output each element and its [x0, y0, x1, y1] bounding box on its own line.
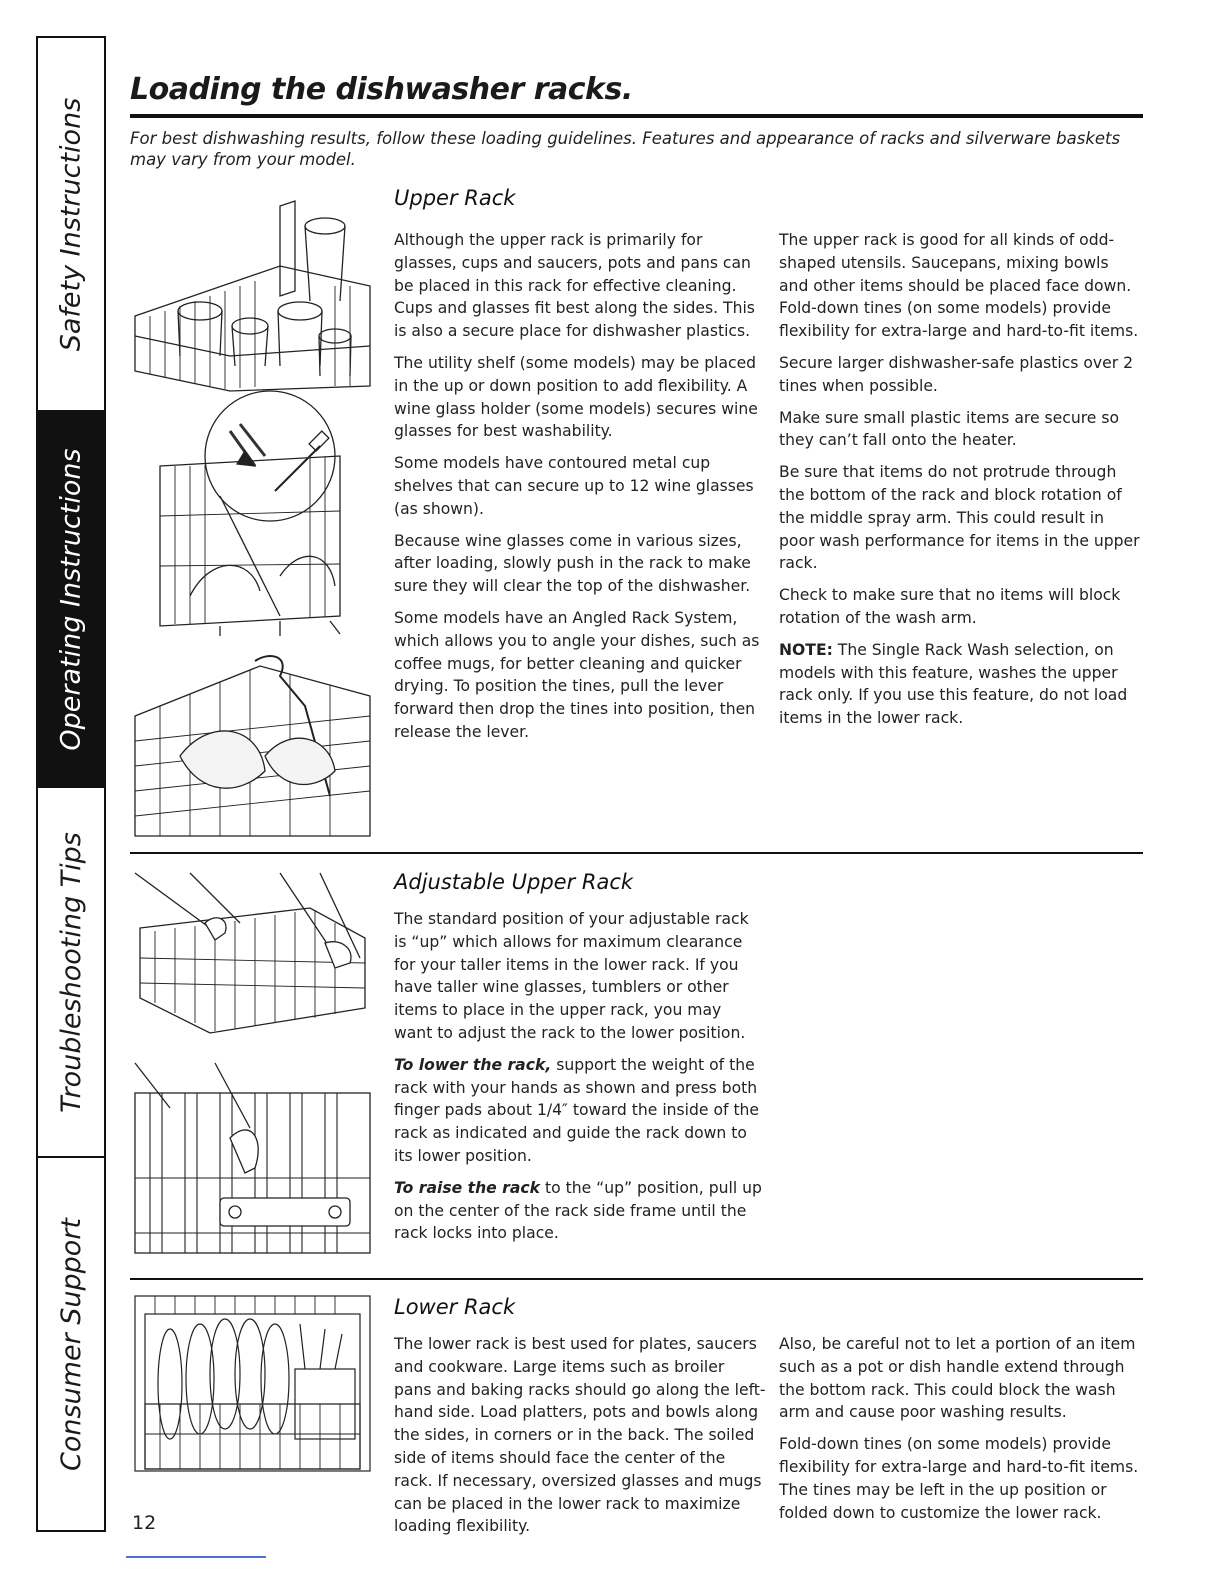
tab-operating-instructions[interactable]	[38, 412, 104, 788]
upper-rack-paragraph: Although the upper rack is primarily for glasses, cups and saucers, pots and pans can be placed in this rack for effective cleaning. Cups and glasses fit best along the sides. This is also a secure place for dishwasher plastics.	[394, 231, 755, 341]
upper-rack-paragraph: The utility shelf (some models) may be placed in the up or down position to add flexibility. A wine glass holder (some models) secures wine glasses for best washability.	[394, 353, 758, 441]
upper-rack-paragraph: Some models have contoured metal cup shelves that can secure up to 12 wine glasses (as shown).	[394, 454, 754, 518]
tab-troubleshooting-tips[interactable]	[38, 788, 104, 1158]
tab-label: Consumer Support	[55, 1217, 87, 1471]
upper-rack-illustration	[130, 196, 375, 841]
intro-text: For best dishwashing results, follow these loading guidelines. Features and appearance of racks and silverware baskets may vary from your model.	[130, 129, 1121, 169]
raise-rack-instructions	[394, 1177, 764, 1245]
adjustable-rack-text	[394, 908, 764, 1254]
upper-rack-heading: Upper Rack	[394, 186, 516, 210]
wine-glass-shelf-drawing	[160, 391, 340, 636]
finger-pad-detail-drawing	[135, 1063, 370, 1253]
lower-rack-paragraph: Fold-down tines (on some models) provide flexibility for extra-large and hard-to-fit items. The tines may be left in the up position or folded down to customize the lower rack.	[779, 1435, 1139, 1522]
section-tab-bar	[36, 36, 106, 1532]
lower-lead: To lower the rack,	[394, 1055, 552, 1074]
adjustable-rack-paragraph: The standard position of your adjustable rack is “up” which allows for maximum clearance for your taller items in the lower rack. If you have taller wine glasses, tumblers or other items to place in the upper rack, you may want to adjust the rack to the lower position.	[394, 910, 749, 1042]
adjustable-rack-illustration	[130, 868, 375, 1258]
lower-rack-illustration	[130, 1294, 375, 1474]
lower-rack-instructions	[394, 1054, 764, 1168]
upper-rack-paragraph: Make sure small plastic items are secure so they can’t fall onto the heater.	[779, 408, 1119, 450]
page-number: 12	[132, 1512, 157, 1534]
upper-rack-paragraph: Because wine glasses come in various sizes, after loading, slowly push in the rack to make sure they will clear the top of the dishwasher.	[394, 531, 751, 596]
footer-divider	[126, 1556, 266, 1558]
lower-rack-column-1	[394, 1333, 766, 1547]
upper-rack-paragraph: Some models have an Angled Rack System, which allows you to angle your dishes, such as coffee mugs, for better cleaning and quicker drying. To position the tines, pull the lever forward then drop the tines into position, then release the lever.	[394, 608, 760, 741]
lower-rack-paragraph: The lower rack is best used for plates, saucers and cookware. Large items such as broiler pans and baking racks should go along the left-hand side. Load platters, pots and bowls along the sides, in corners or in the back. The soiled side of items should face the center of the rack. If necessary, oversized glasses and mugs can be placed in the lower rack to maximize loading flexibility.	[394, 1335, 766, 1536]
raise-text: to the “up” position, pull up on the center of the rack side frame until the rack locks into place.	[394, 1178, 762, 1243]
tab-label: Operating Instructions	[55, 447, 87, 751]
adjustable-rack-hands-drawing	[135, 873, 365, 1033]
section-divider	[130, 852, 1143, 854]
upper-rack-paragraph: Secure larger dishwasher-safe plastics over 2 tines when possible.	[779, 353, 1134, 395]
upper-rack-column-1	[394, 229, 764, 753]
upper-rack-cups-drawing	[135, 201, 370, 391]
upper-rack-note	[779, 639, 1141, 730]
upper-rack-paragraph: The upper rack is good for all kinds of odd-shaped utensils. Saucepans, mixing bowls and other items should be placed face down. Fold-down tines (on some models) provide flexibility for extra-large and hard-to-fit items.	[779, 231, 1139, 341]
adjustable-rack-heading: Adjustable Upper Rack	[394, 870, 634, 894]
page-title: Loading the dishwasher racks.	[130, 72, 633, 107]
section-divider	[130, 1278, 1143, 1280]
upper-rack-paragraph: Check to make sure that no items will block rotation of the wash arm.	[779, 586, 1121, 627]
note-label: NOTE:	[779, 640, 833, 659]
lower-rack-column-2	[779, 1333, 1145, 1533]
note-text: The Single Rack Wash selection, on models with this feature, washes the upper rack only. If you use this feature, do not load items in the lower rack.	[779, 640, 1128, 728]
lower-rack-heading: Lower Rack	[394, 1295, 516, 1319]
upper-rack-paragraph: Be sure that items do not protrude through the bottom of the rack and block rotation of the middle spray arm. This could result in poor wash performance for items in the upper rack.	[779, 463, 1140, 573]
upper-rack-column-2	[779, 229, 1141, 739]
raise-lead: To raise the rack	[394, 1178, 541, 1197]
tab-label: Safety Instructions	[55, 97, 87, 351]
tab-consumer-support[interactable]	[38, 1158, 104, 1530]
tab-label: Troubleshooting Tips	[55, 831, 87, 1113]
tab-safety-instructions[interactable]	[38, 38, 104, 412]
angled-rack-system-drawing	[135, 656, 370, 836]
lower-rack-paragraph: Also, be careful not to let a portion of an item such as a pot or dish handle extend through the bottom rack. This could block the wash arm and cause poor washing results.	[779, 1335, 1136, 1422]
title-divider	[130, 114, 1143, 118]
lower-text: support the weight of the rack with your hands as shown and press both finger pads about 1/4″ toward the inside of the rack as indicated and guide the rack down to its lower position.	[394, 1055, 760, 1165]
